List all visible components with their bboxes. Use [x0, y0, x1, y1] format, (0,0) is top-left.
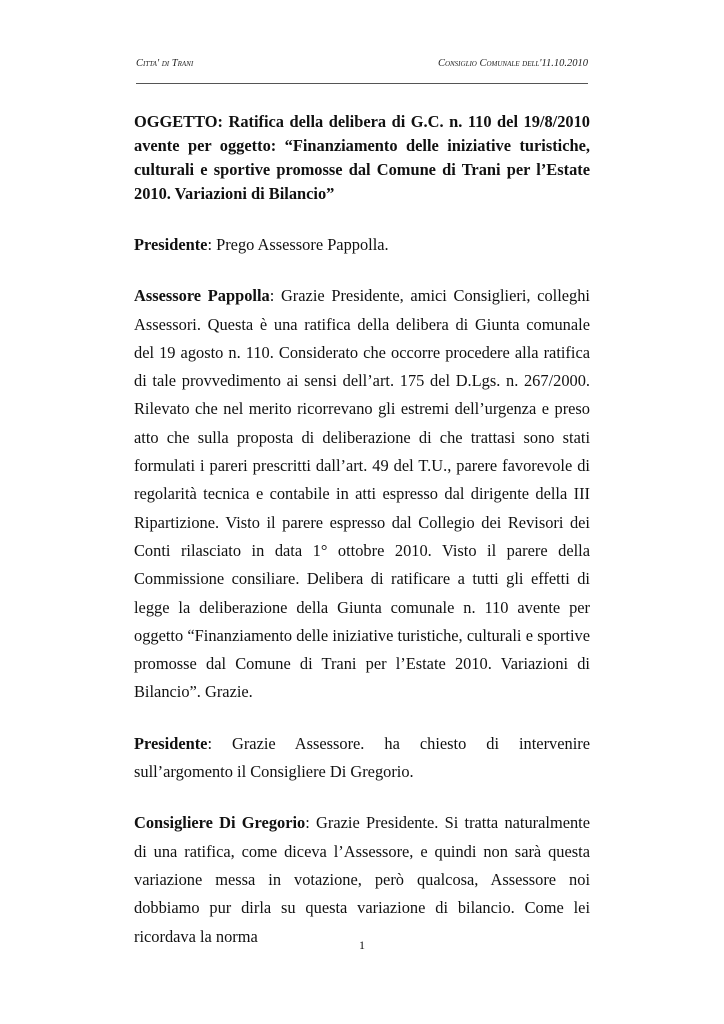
- paragraph-assessore: [134, 282, 590, 706]
- speaker-name: Presidente: [134, 235, 208, 254]
- paragraph-text: : Grazie Presidente, amici Consiglieri, colleghi Assessori. Questa è una ratifica della delibera di Giunta comunale del 19 agosto n. 110. Considerato che occorre procedere alla ratifica di tale provvedimento ai sensi dell’art. 175 del D.Lgs. n. 267/2000. Rilevato che nel merito ricorrevano gli estremi dell’urgenza e preso atto che sulla proposta di deliberazione di che trattasi sono stati formulati i pareri prescritti dall’art. 49 del T.U., parere favorevole di regolarità tecnica e contabile in atti espresso dal dirigente della III Ripartizione. Visto il parere espresso dal Collegio dei Revisori dei Conti rilasciato in data 1° ottobre 2010. Visto il parere della Commissione consiliare. Delibera di ratificare a tutti gli effetti di legge la deliberazione della Giunta comunale n. 110 avente per oggetto “Finanziamento delle iniziative turistiche, culturali e sportive promosse dal Comune di Trani per l’Estate 2010. Variazioni di Bilancio”. Grazie.: [134, 286, 590, 702]
- speaker-name: Presidente: [134, 733, 208, 753]
- page-header: [136, 58, 588, 78]
- header-divider: [136, 83, 588, 84]
- paragraph-consigliere: [134, 809, 590, 950]
- speaker-name: Assessore Pappolla: [134, 286, 270, 306]
- header-city: Citta' di Trani: [136, 58, 194, 69]
- paragraph-president-1: [134, 231, 590, 259]
- header-session: Consiglio Comunale dell'11.10.2010: [437, 58, 588, 69]
- speaker-name: Consigliere Di Gregorio: [134, 813, 306, 833]
- paragraph-president-2: [134, 730, 590, 787]
- page-number: 1: [359, 938, 365, 952]
- paragraph-text: : Grazie Assessore. ha chiesto di intervenire sull’argomento il Consigliere Di Gregorio.: [134, 733, 590, 782]
- document-body: [134, 110, 590, 974]
- subject-heading: OGGETTO: Ratifica della delibera di G.C. n. 110 del 19/8/2010 avente per oggetto: “Finanziamento delle iniziative turistiche, culturali e sportive promosse dal Comune di Trani per l’Estate 2010. Variazioni di Bilancio”: [134, 112, 590, 203]
- paragraph-text: : Grazie Presidente. Si tratta naturalmente di una ratifica, come diceva l’Assessore, e quindi non sarà questa variazione messa in votazione, però qualcosa, Assessore noi dobbiamo pur dirla su questa variazione di bilancio. Come lei ricordava la norma: [134, 813, 590, 946]
- paragraph-text: : Prego Assessore Pappolla.: [207, 235, 389, 254]
